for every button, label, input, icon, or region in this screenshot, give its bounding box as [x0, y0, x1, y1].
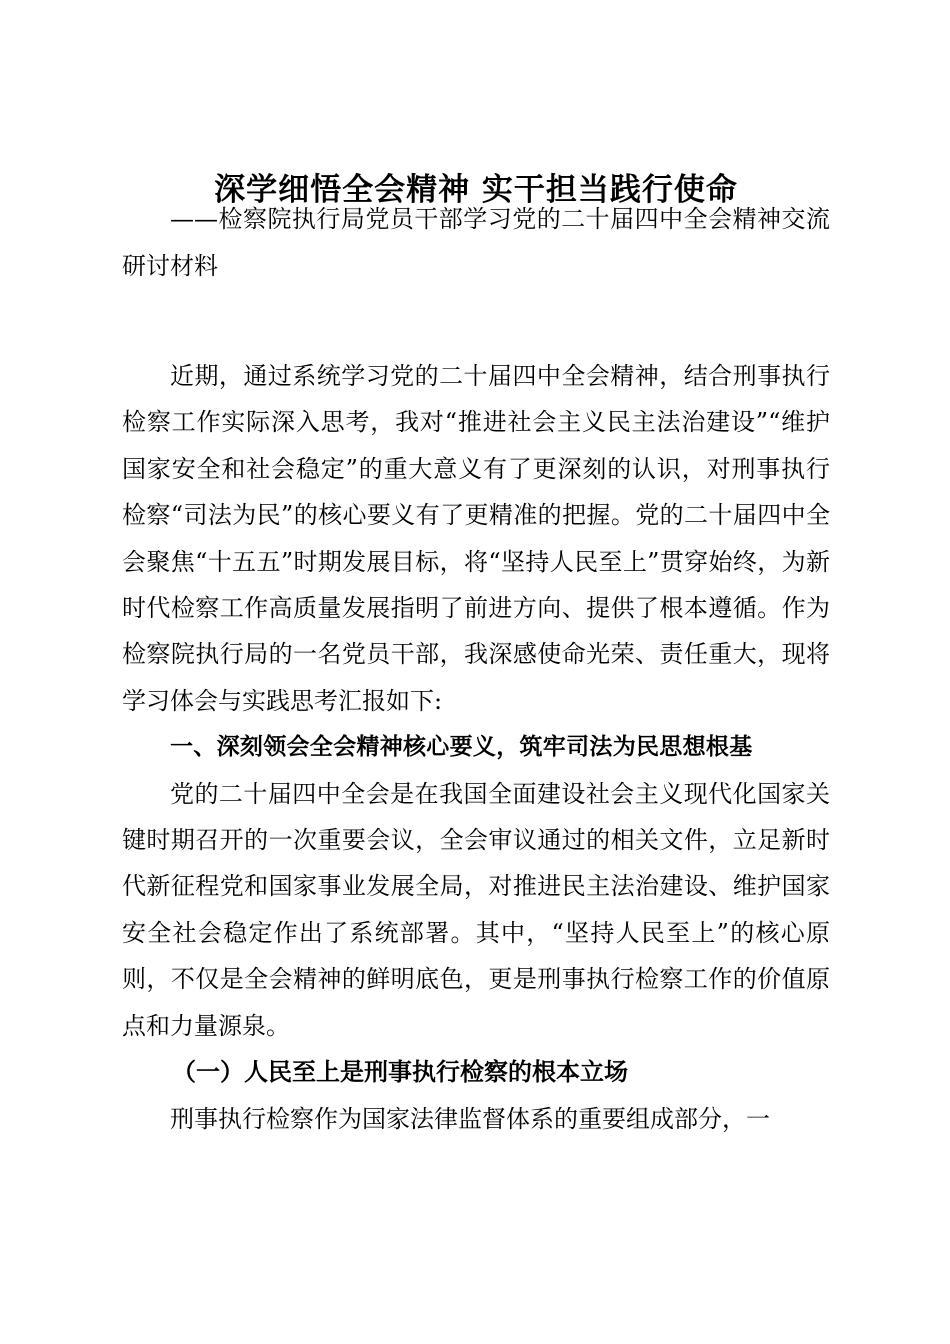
document-body — [122, 353, 830, 1142]
subsection-heading: （一）人民至上是刑事执行检察的根本立场 — [172, 1057, 628, 1087]
document-title: 深学细悟全会精神 实干担当践行使命 — [214, 172, 738, 208]
body-paragraph: 刑事执行检察作为国家法律监督体系的重要组成部分，一 — [170, 1104, 770, 1133]
document-subtitle: ——检察院执行局党员干部学习党的二十届四中全会精神交流研讨材料 — [122, 205, 830, 280]
body-paragraph: 近期，通过系统学习党的二十届四中全会精神，结合刑事执行检察工作实际深入思考，我对“推进社会主义民主法治建设”“维护国家安全和社会稳定”的重大意义有了更深刻的认识，对刑事执行检察“司法为民”的核心要义有了更精准的把握。党的二十届四中全会聚焦“十五五”时期发展目标，将“坚持人民至上”贯穿始终，为新时代检察工作高质量发展指明了前进方向、提供了根本遵循。作为检察院执行局的一名党员干部，我深感使命光荣、责任重大，现将学习体会与实践思考汇报如下: — [122, 362, 830, 715]
body-paragraph: 党的二十届四中全会是在我国全面建设社会主义现代化国家关键时期召开的一次重要会议，全会审议通过的相关文件，立足新时代新征程党和国家事业发展全局，对推进民主法治建设、维护国家安全社会稳定作出了系统部署。其中，“坚持人民至上”的核心原则，不仅是全会精神的鲜明底色，更是刑事执行检察工作的价值原点和力量源泉。 — [122, 779, 830, 1040]
section-heading: 一、深刻领会全会精神核心要义，筑牢司法为民思想根基 — [170, 734, 753, 761]
